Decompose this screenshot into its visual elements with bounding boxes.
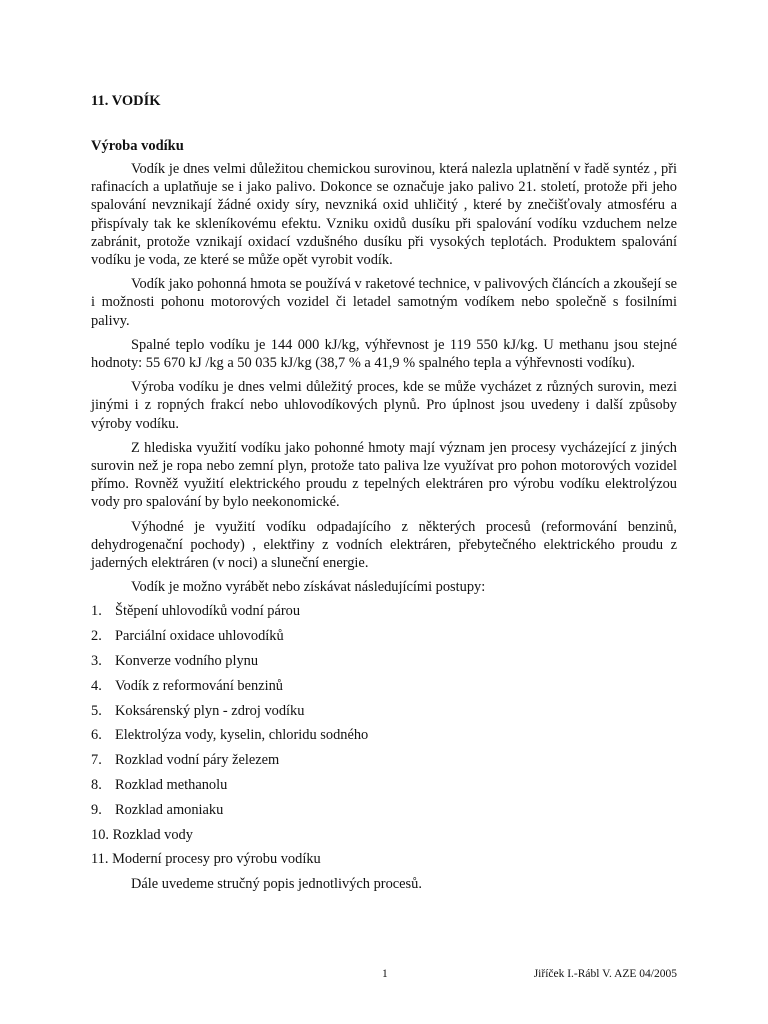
list-item-text: Rozklad methanolu [115, 777, 228, 794]
list-item-text: Štěpení uhlovodíků vodní párou [115, 603, 301, 620]
page-number: 1 [382, 968, 388, 980]
list-item [91, 826, 677, 851]
list-item-number: 11. [91, 851, 109, 868]
list-item [91, 726, 677, 751]
list-item [91, 627, 677, 652]
list-item-number: 1. [91, 603, 102, 620]
list-item [91, 850, 677, 875]
paragraph: Vodík jako pohonná hmota se používá v raketové technice, v palivových článcích a zkoušejí se i možnosti pohonu motorových vozidel či letadel samotným vodíkem nebo společně s fosilními palivy. [91, 276, 678, 329]
closing-sentence: Dále uvedeme stručný popis jednotlivých procesů. [131, 876, 422, 893]
footer-author: Jiříček I.-Rábl V. AZE 04/2005 [533, 968, 677, 980]
list-intro: Vodík je možno vyrábět nebo získávat následujícími postupy: [131, 579, 486, 596]
list-item-number: 5. [91, 702, 102, 719]
paragraph: Spalné teplo vodíku je 144 000 kJ/kg, výhřevnost je 119 550 kJ/kg. U methanu jsou stejné hodnoty: 55 670 kJ /kg a 50 035 kJ/kg (38,7 % a 41,9 % spalného tepla a výhřevnosti vodíku). [91, 336, 677, 372]
list-item-text: Parciální oxidace uhlovodíků [115, 628, 284, 645]
list-item-number: 2. [91, 628, 102, 645]
document-body [91, 160, 677, 899]
paragraph: Výroba vodíku je dnes velmi důležitý proces, kde se může vycházet z různých surovin, mezi jinými i z ropných frakcí nebo uhlovodíkových plynů. Pro úplnost jsou uvedeny i další způsoby výroby vodíku. [91, 379, 677, 432]
list-item [91, 801, 677, 826]
production-methods-list [91, 602, 677, 875]
chapter-title: 11. VODÍK [91, 93, 161, 109]
list-item-text: Rozklad vodní páry železem [115, 752, 280, 769]
list-item [91, 702, 677, 727]
list-item-number: 6. [91, 727, 102, 744]
list-item-text: Koksárenský plyn - zdroj vodíku [115, 702, 305, 719]
list-item-number: 10. [91, 826, 109, 843]
list-item-text: Rozklad vody [112, 826, 193, 843]
list-item-text: Elektrolýza vody, kyselin, chloridu sodného [115, 727, 369, 744]
paragraph: Vodík je dnes velmi důležitou chemickou surovinou, která nalezla uplatnění v řadě syntéz , při rafinacích a uplatňuje se i jako palivo. Dokonce se označuje jako palivo 21. století, protože při jeho spalování nevznikají žádné oxidy síry, nevzniká oxid uhličitý , které by znečišťovaly atmosféru a přispívaly tak ke skleníkovému efektu. Vzniku oxidů dusíku při spalování vodíku vzduchem nelze zabránit, protože vznikají oxidací vzdušného dusíku při vysokých teplotách. Produktem spalování vodíku je voda, ze které se může opět vyrobit vodík. [91, 161, 677, 269]
paragraph: Z hlediska využití vodíku jako pohonné hmoty mají význam jen procesy vycházející z jiných surovin než je ropa nebo zemní plyn, protože tato paliva lze využívat pro pohon motorových vozidel přímo. Rovněž využití elektrického proudu z tepelných elektráren pro výrobu vodíku elektrolýzou vody pro spalování by bylo neekonomické. [91, 439, 677, 511]
list-item-number: 3. [91, 653, 102, 670]
list-item-number: 7. [91, 752, 102, 769]
list-item [91, 652, 677, 677]
paragraph: Výhodné je využití vodíku odpadajícího z některých procesů (reformování benzinů, dehydrogenační pochody) , elektřiny z vodních elektráren, přebytečného elektrického proudu z jaderných elektráren (v noci) a sluneční energie. [91, 518, 677, 572]
list-item [91, 677, 677, 702]
list-item-text: Moderní procesy pro výrobu vodíku [112, 851, 321, 868]
section-title: Výroba vodíku [91, 138, 184, 154]
list-item [91, 751, 677, 776]
list-item-text: Vodík z reformování benzinů [115, 677, 283, 694]
list-item-text: Rozklad amoniaku [115, 801, 224, 818]
list-item-number: 4. [91, 677, 102, 694]
list-item-number: 9. [91, 801, 102, 818]
list-item-text: Konverze vodního plynu [115, 653, 259, 670]
list-item-number: 8. [91, 777, 102, 794]
list-item [91, 776, 677, 801]
list-item [91, 602, 677, 627]
